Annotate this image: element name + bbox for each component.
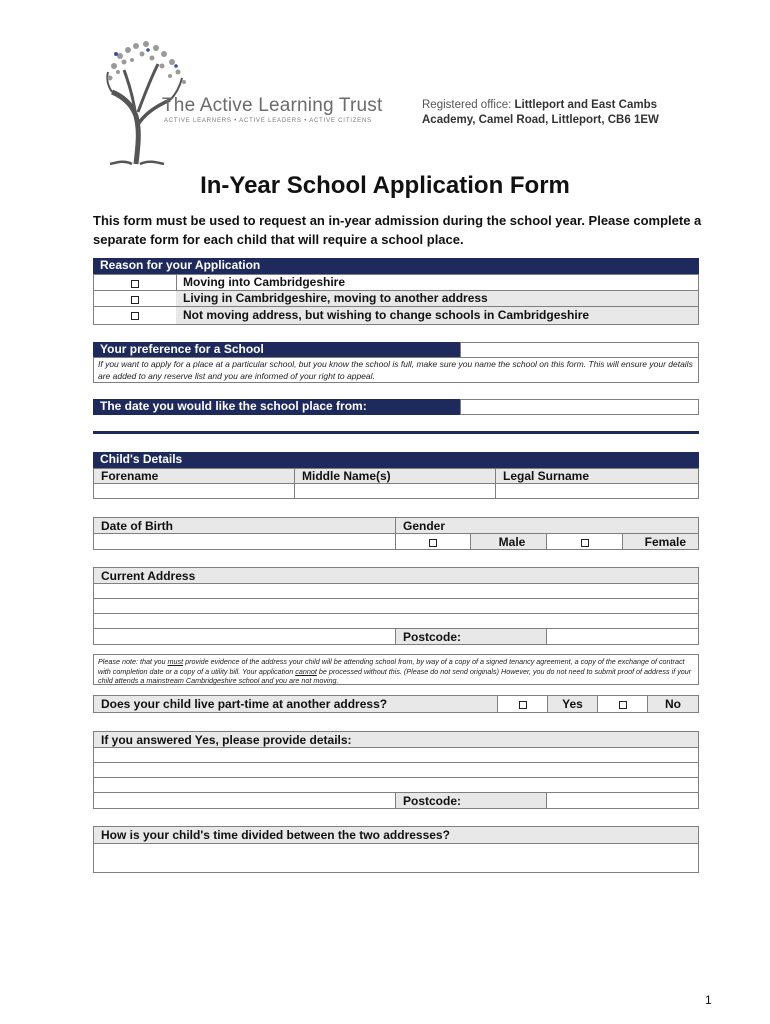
- male-checkbox-cell: [395, 533, 471, 550]
- reason-option-1: Moving into Cambridgeshire: [183, 275, 346, 289]
- middle-name-label: Middle Name(s): [294, 468, 496, 484]
- details-postcode-label: Postcode:: [395, 792, 547, 809]
- note-part-2: provide evidence of the address your child will be attending school from, by way of a copy of a signed tenancy agreement, a copy of the exchange of contract with completion date or a copy of a utility bill. Your application: [98, 657, 685, 676]
- address-line-1[interactable]: [93, 583, 699, 599]
- time-divided-input[interactable]: [93, 843, 699, 873]
- reason-checkbox-1[interactable]: [131, 280, 139, 288]
- reason-row-1: [93, 274, 699, 291]
- postcode-label: Postcode:: [395, 628, 547, 645]
- middle-name-input[interactable]: [294, 483, 496, 499]
- time-divided-question: How is your child's time divided between the two addresses?: [93, 826, 699, 844]
- dob-label: Date of Birth: [93, 517, 396, 534]
- female-checkbox[interactable]: [581, 539, 589, 547]
- date-from-input[interactable]: [460, 399, 699, 415]
- page-number: 1: [705, 993, 712, 1007]
- reason-option-3: Not moving address, but wishing to change schools in Cambridgeshire: [176, 307, 698, 324]
- note-part-1: Please note: that you: [98, 657, 168, 666]
- intro-text: This form must be used to request an in-year admission during the school year. Please complete a separate form for each child that will require a school place.: [93, 213, 702, 247]
- female-label: Female: [622, 533, 699, 550]
- office-line2: Academy, Camel Road, Littleport, CB6 1EW: [422, 114, 659, 126]
- surname-label: Legal Surname: [495, 468, 699, 484]
- dob-input[interactable]: [93, 533, 396, 550]
- date-from-label: The date you would like the school place from:: [93, 399, 460, 415]
- reason-header: Reason for your Application: [93, 258, 699, 274]
- no-label: No: [647, 695, 699, 713]
- office-line1: Littleport and East Cambs: [514, 99, 657, 111]
- org-name: The Active Learning Trust: [162, 95, 383, 116]
- postcode-input[interactable]: [546, 628, 699, 645]
- page-title: In-Year School Application Form: [200, 172, 570, 199]
- yes-checkbox[interactable]: [519, 701, 527, 709]
- details-line-2[interactable]: [93, 762, 699, 778]
- parttime-question: Does your child live part-time at another address?: [93, 695, 498, 713]
- preference-header: Your preference for a School: [93, 342, 460, 358]
- male-checkbox[interactable]: [429, 539, 437, 547]
- address-line-4[interactable]: [93, 628, 396, 645]
- gender-label: Gender: [395, 517, 699, 534]
- details-line-4[interactable]: [93, 792, 396, 809]
- details-header: If you answered Yes, please provide details:: [93, 731, 699, 748]
- note-must: must: [167, 657, 184, 666]
- address-line-3[interactable]: [93, 613, 699, 629]
- details-line-1[interactable]: [93, 747, 699, 763]
- note-cannot: cannot: [295, 666, 317, 676]
- forename-label: Forename: [93, 468, 295, 484]
- reason-option-2: Living in Cambridgeshire, moving to another address: [176, 291, 698, 306]
- registered-office: [422, 98, 659, 128]
- preference-note: If you want to apply for a place at a particular school, but you know the school is full, make sure you name the school on this form. This will ensure your details are added to any reserve list and you are informed of your right to appeal.: [93, 357, 699, 383]
- no-checkbox[interactable]: [619, 701, 627, 709]
- details-postcode-input[interactable]: [546, 792, 699, 809]
- male-label: Male: [470, 533, 547, 550]
- address-evidence-note: [93, 654, 699, 685]
- surname-input[interactable]: [495, 483, 699, 499]
- note-part-3: be processed without this. (Please do not send originals) However, you do not need to submit proof of address if your child attends a mainstream Cambridgeshire school and you are not moving.: [98, 666, 692, 685]
- reason-row-3: [93, 306, 699, 325]
- org-tagline: ACTIVE LEARNERS • ACTIVE LEADERS • ACTIVE CITIZENS: [164, 118, 372, 124]
- forename-input[interactable]: [93, 483, 295, 499]
- address-header: Current Address: [93, 567, 699, 584]
- address-line-2[interactable]: [93, 598, 699, 614]
- child-header: Child's Details: [93, 452, 699, 468]
- reason-row-2: [93, 290, 699, 307]
- female-checkbox-cell: [546, 533, 623, 550]
- reason-checkbox-3[interactable]: [131, 312, 139, 320]
- preference-input[interactable]: [460, 342, 699, 358]
- yes-label: Yes: [547, 695, 598, 713]
- office-label: Registered office:: [422, 99, 512, 111]
- details-line-3[interactable]: [93, 777, 699, 793]
- reason-checkbox-2[interactable]: [131, 296, 139, 304]
- no-checkbox-cell: [597, 695, 648, 713]
- section-divider: [93, 431, 699, 434]
- yes-checkbox-cell: [497, 695, 548, 713]
